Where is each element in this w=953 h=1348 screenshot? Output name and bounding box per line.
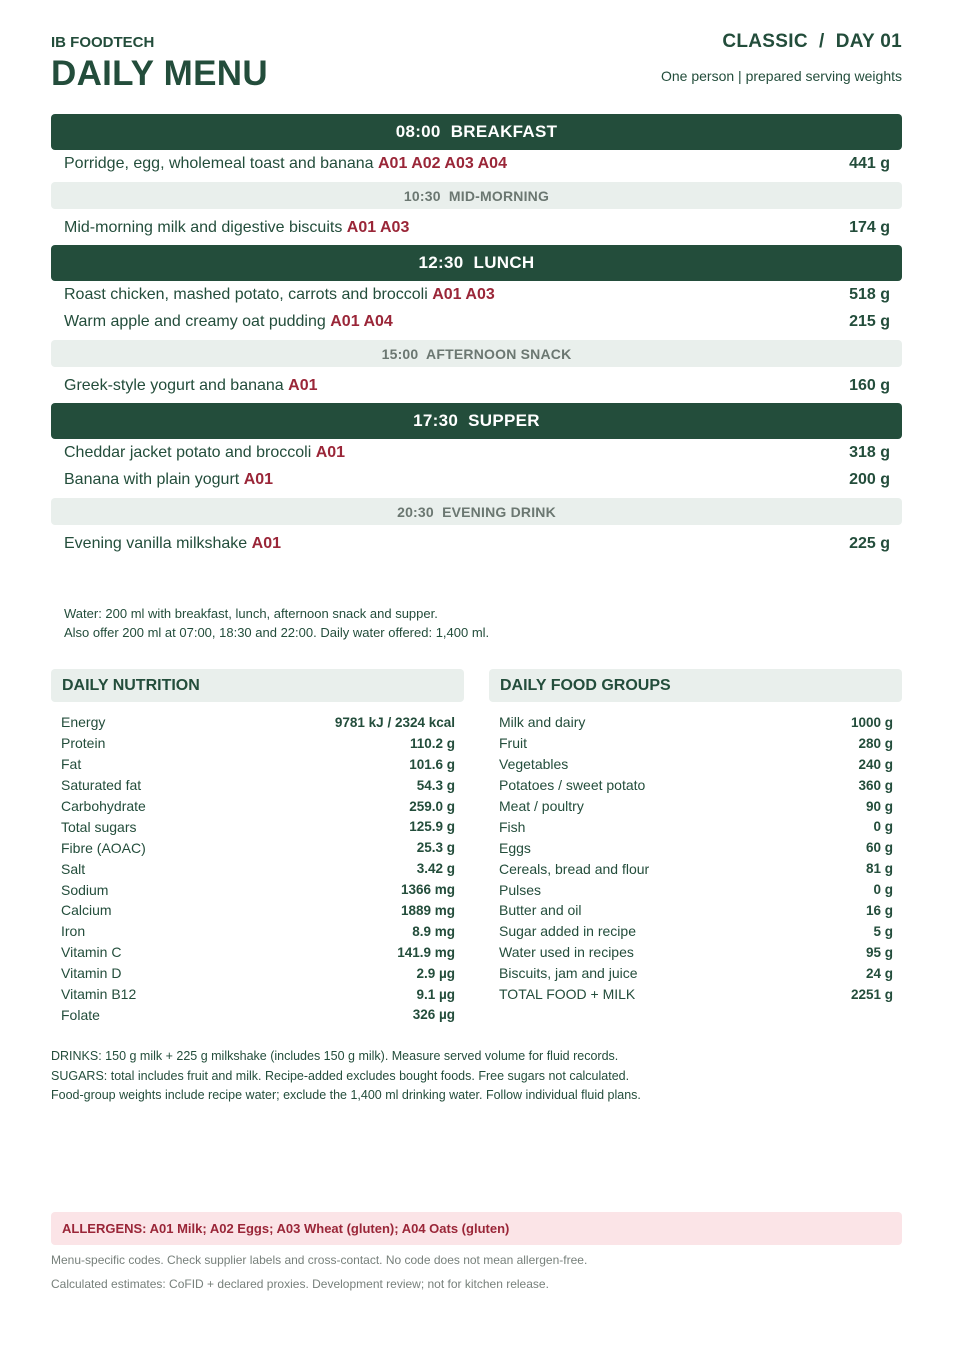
nutrient-value: 3.42 g (416, 861, 455, 877)
meal-heading-breakfast: 08:00 BREAKFAST (51, 114, 902, 150)
nutrient-value: 125.9 g (409, 819, 455, 835)
allergen-codes: A01 A04 (330, 312, 393, 330)
meal-schedule (51, 114, 902, 557)
meal-item (51, 150, 902, 177)
food-group-row (489, 733, 902, 754)
nutrient-label: Sodium (61, 881, 109, 898)
food-group-label: Vegetables (499, 756, 569, 773)
food-group-row (489, 879, 902, 900)
meal-item-name: Roast chicken, mashed potato, carrots and broccoli (64, 285, 428, 303)
food-group-row (489, 775, 902, 796)
food-group-row (489, 858, 902, 879)
allergen-codes: A01 A03 (432, 285, 495, 303)
meal-item (51, 372, 902, 399)
brand-name: IB FOODTECH (51, 34, 155, 51)
daily-nutrition-panel (51, 669, 464, 1025)
nutrient-label: Protein (61, 735, 106, 752)
daily-food-groups-panel (489, 669, 902, 1004)
food-group-label: Biscuits, jam and juice (499, 965, 638, 982)
food-groups-note: Food-group weights include recipe water; exclude the 1,400 ml drinking water. Follow individual fluid plans. (51, 1088, 641, 1103)
food-group-row (489, 816, 902, 837)
food-groups-table (489, 712, 902, 1004)
food-group-value: 60 g (865, 840, 893, 856)
food-group-value: 2251 g (850, 986, 893, 1002)
nutrient-value: 25.3 g (416, 840, 455, 856)
meal-item-weight: 215 g (849, 312, 890, 330)
meal-item (51, 281, 902, 308)
food-group-label: TOTAL FOOD + MILK (499, 986, 636, 1003)
nutrient-label: Salt (61, 860, 86, 877)
water-note-line: Water: 200 ml with breakfast, lunch, afternoon snack and supper. (64, 606, 438, 621)
nutrient-value: 2.9 µg (416, 965, 455, 981)
meal-item-name: Porridge, egg, wholemeal toast and banana (64, 154, 374, 172)
meal-item (51, 308, 902, 335)
nutrient-value: 259.0 g (409, 798, 455, 814)
meal-item-description (64, 444, 345, 462)
meal-item-description (64, 471, 273, 489)
meal-heading-lunch: 12:30 LUNCH (51, 245, 902, 281)
food-group-row (489, 754, 902, 775)
nutrient-label: Vitamin B12 (61, 986, 137, 1003)
food-group-label: Potatoes / sweet potato (499, 777, 646, 794)
nutrient-value: 326 µg (412, 1007, 455, 1023)
nutrition-row (51, 796, 464, 817)
meal-heading-evening-drink: 20:30 EVENING DRINK (51, 498, 902, 525)
allergen-codes: A01 (315, 443, 346, 461)
nutrition-row (51, 879, 464, 900)
allergen-codes: A01 A03 (346, 218, 410, 236)
nutrient-value: 1366 mg (400, 882, 455, 898)
nutrient-label: Fibre (AOAC) (61, 839, 146, 856)
nutrition-row (51, 984, 464, 1005)
nutrition-row (51, 754, 464, 775)
meal-item (51, 214, 902, 241)
nutrient-value: 9.1 µg (416, 986, 455, 1002)
food-group-row (489, 984, 902, 1005)
meal-item-description (64, 155, 507, 173)
meal-item-description (64, 535, 281, 553)
food-group-value: 81 g (865, 861, 893, 877)
food-group-value: 16 g (865, 902, 893, 918)
meal-heading-supper: 17:30 SUPPER (51, 403, 902, 439)
nutrient-value: 141.9 mg (397, 944, 455, 960)
nutrition-row (51, 858, 464, 879)
meal-item-name: Evening vanilla milkshake (64, 534, 248, 552)
allergen-codes: A01 (251, 534, 282, 552)
meal-item-weight: 174 g (849, 218, 890, 236)
food-group-row (489, 796, 902, 817)
nutrient-label: Total sugars (61, 818, 137, 835)
food-group-row (489, 963, 902, 984)
food-group-value: 0 g (873, 882, 893, 898)
food-group-value: 1000 g (850, 714, 893, 730)
water-note (64, 604, 489, 642)
meal-item-name: Banana with plain yogurt (64, 470, 240, 488)
food-group-label: Milk and dairy (499, 714, 586, 731)
food-group-row (489, 942, 902, 963)
plan-day-label: CLASSIC / DAY 01 (722, 31, 902, 52)
food-group-label: Meat / poultry (499, 798, 584, 814)
nutrient-label: Iron (61, 923, 86, 940)
food-group-value: 5 g (873, 923, 893, 939)
food-group-label: Cereals, bread and flour (499, 860, 650, 877)
nutrition-row (51, 900, 464, 921)
nutrition-table (51, 712, 464, 1025)
nutrition-row (51, 816, 464, 837)
meal-item-weight: 518 g (849, 285, 890, 303)
food-group-label: Water used in recipes (499, 944, 634, 961)
food-group-label: Fish (499, 818, 526, 835)
meal-item-name: Warm apple and creamy oat pudding (64, 312, 326, 330)
page-title: DAILY MENU (51, 54, 268, 93)
food-group-label: Pulses (499, 881, 542, 898)
nutrient-label: Calcium (61, 902, 112, 919)
nutrient-label: Vitamin D (61, 965, 122, 982)
food-group-value: 90 g (865, 798, 893, 814)
food-group-value: 360 g (858, 777, 893, 793)
meal-item-name: Greek-style yogurt and banana (64, 376, 284, 394)
daily-nutrition-heading: DAILY NUTRITION (51, 669, 464, 702)
allergen-codes: A01 A02 A03 A04 (378, 154, 507, 172)
footer-disclaimer: Menu-specific codes. Check supplier labels and cross-contact. No code does not mean allergen-free. (51, 1253, 588, 1267)
nutrition-row (51, 942, 464, 963)
nutrient-label: Folate (61, 1006, 100, 1023)
food-group-value: 95 g (865, 944, 893, 960)
food-group-label: Fruit (499, 735, 527, 752)
food-group-value: 280 g (858, 735, 893, 751)
nutrient-value: 110.2 g (409, 735, 455, 751)
meal-item-weight: 441 g (849, 154, 890, 172)
nutrient-value: 8.9 mg (412, 923, 455, 939)
meal-heading-mid-morning: 10:30 MID-MORNING (51, 182, 902, 209)
nutrient-label: Fat (61, 756, 82, 773)
page-subtitle: One person | prepared serving weights (661, 68, 902, 84)
food-group-row (489, 921, 902, 942)
meal-item (51, 466, 902, 493)
meal-item-weight: 160 g (849, 376, 890, 394)
meal-item-name: Cheddar jacket potato and broccoli (64, 443, 312, 461)
meal-item-description (64, 313, 393, 331)
nutrient-value: 101.6 g (409, 756, 455, 772)
food-group-row (489, 837, 902, 858)
sugars-note: SUGARS: total includes fruit and milk. Recipe-added excludes bought foods. Free sugars not calculated. (51, 1068, 630, 1083)
food-group-row (489, 712, 902, 733)
nutrition-row (51, 921, 464, 942)
meal-item-description (64, 377, 318, 395)
meal-heading-afternoon-snack: 15:00 AFTERNOON SNACK (51, 340, 902, 367)
food-group-label: Butter and oil (499, 902, 582, 919)
nutrient-label: Saturated fat (61, 777, 142, 794)
nutrition-row (51, 1004, 464, 1025)
drinks-note: DRINKS: 150 g milk + 225 g milkshake (includes 150 g milk). Measure served volume for fluid records. (51, 1049, 619, 1063)
food-group-label: Eggs (499, 839, 531, 856)
nutrient-value: 54.3 g (416, 777, 455, 793)
nutrition-row (51, 963, 464, 984)
water-note-line: Also offer 200 ml at 07:00, 18:30 and 22:00. Daily water offered: 1,400 ml. (64, 625, 490, 640)
nutrition-row (51, 837, 464, 858)
meal-item (51, 530, 902, 557)
nutrient-label: Vitamin C (61, 944, 122, 961)
nutrient-label: Energy (61, 714, 106, 731)
meal-item-weight: 200 g (849, 470, 890, 488)
menu-notes (51, 1047, 641, 1106)
allergen-codes: A01 (243, 470, 274, 488)
meal-item-weight: 225 g (849, 534, 890, 552)
food-group-value: 0 g (873, 819, 893, 835)
nutrition-row (51, 733, 464, 754)
meal-item-name: Mid-morning milk and digestive biscuits (64, 218, 343, 236)
food-group-row (489, 900, 902, 921)
footer-source-note: Calculated estimates: CoFID + declared proxies. Development review; not for kitchen release. (51, 1277, 549, 1291)
meal-item-description (64, 219, 409, 237)
nutrient-value: 1889 mg (400, 902, 455, 918)
meal-item-weight: 318 g (849, 443, 890, 461)
food-group-value: 24 g (865, 965, 893, 981)
food-group-label: Sugar added in recipe (499, 923, 636, 940)
allergen-legend: ALLERGENS: A01 Milk; A02 Eggs; A03 Wheat (gluten); A04 Oats (gluten) (51, 1212, 902, 1245)
daily-food-groups-heading: DAILY FOOD GROUPS (489, 669, 902, 702)
allergen-codes: A01 (288, 376, 318, 394)
nutrition-row (51, 712, 464, 733)
meal-item-description (64, 286, 495, 304)
nutrient-label: Carbohydrate (61, 798, 146, 814)
food-group-value: 240 g (858, 756, 893, 772)
meal-item (51, 439, 902, 466)
nutrient-value: 9781 kJ / 2324 kcal (334, 714, 455, 730)
nutrition-row (51, 775, 464, 796)
